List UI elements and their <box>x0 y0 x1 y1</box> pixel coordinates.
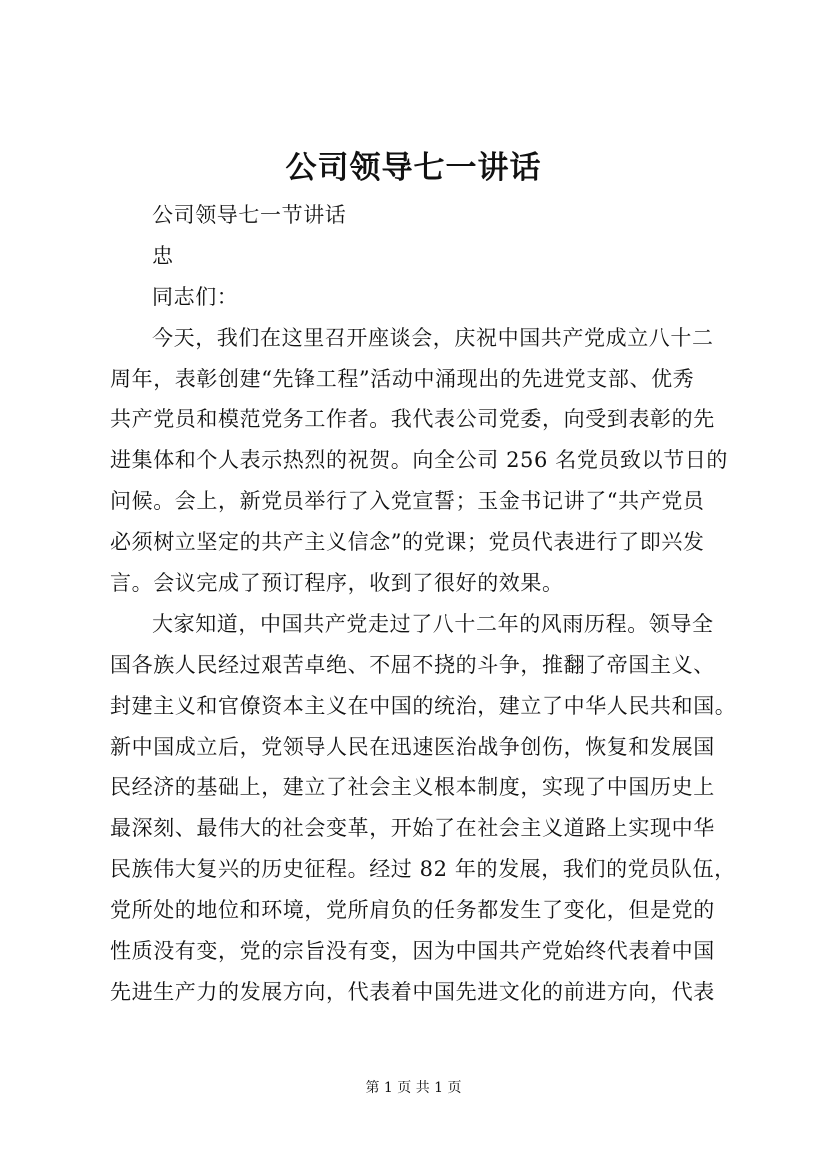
paragraph-line: 封建主义和官僚资本主义在中国的统治，建立了中华人民共和国。 <box>110 693 737 718</box>
paragraph-line: 必须树立坚定的共产主义信念”的党课；党员代表进行了即兴发 <box>110 530 705 555</box>
paragraph-line: 性质没有变，党的宗旨没有变，因为中国共产党始终代表着中国 <box>110 939 715 964</box>
author-line: 忠 <box>152 243 174 268</box>
paragraph-line: 国各族人民经过艰苦卓绝、不屈不挠的斗争，推翻了帝国主义、 <box>110 652 715 677</box>
document-body <box>110 195 740 1013</box>
paragraph-line: 新中国成立后，党领导人民在迅速医治战争创伤，恢复和发展国 <box>110 734 715 759</box>
paragraph-line: 先进生产力的发展方向，代表着中国先进文化的前进方向，代表 <box>110 979 715 1004</box>
document-title: 公司领导七一讲话 <box>285 150 542 186</box>
paragraph-line: 民经济的基础上，建立了社会主义根本制度，实现了中国历史上 <box>110 775 715 800</box>
paragraph-line: 共产党员和模范党务工作者。我代表公司党委，向受到表彰的先 <box>110 407 715 432</box>
page-number-footer: 第 1 页 共 1 页 <box>365 1080 462 1096</box>
subtitle-line: 公司领导七一节讲话 <box>152 203 347 227</box>
paragraph-line: 进集体和个人表示热烈的祝贺。向全公司 256 名党员致以节日的 <box>110 448 729 473</box>
paragraph-line: 言。会议完成了预订程序，收到了很好的效果。 <box>110 571 564 596</box>
paragraph-line: 民族伟大复兴的历史征程。经过 82 年的发展，我们的党员队伍， <box>110 857 736 882</box>
paragraph-line: 最深刻、最伟大的社会变革，开始了在社会主义道路上实现中华 <box>110 816 715 841</box>
paragraph-line: 周年，表彰创建“先锋工程”活动中涌现出的先进党支部、优秀 <box>110 366 695 391</box>
paragraph-line: 今天，我们在这里召开座谈会，庆祝中国共产党成立八十二 <box>152 325 714 350</box>
paragraph-line: 党所处的地位和环境，党所肩负的任务都发生了变化，但是党的 <box>110 898 715 923</box>
paragraph-line: 大家知道，中国共产党走过了八十二年的风雨历程。领导全 <box>152 611 714 636</box>
paragraph-line: 问候。会上，新党员举行了入党宣誓；玉金书记讲了“共产党员 <box>110 489 705 514</box>
salutation-line: 同志们： <box>152 284 239 309</box>
